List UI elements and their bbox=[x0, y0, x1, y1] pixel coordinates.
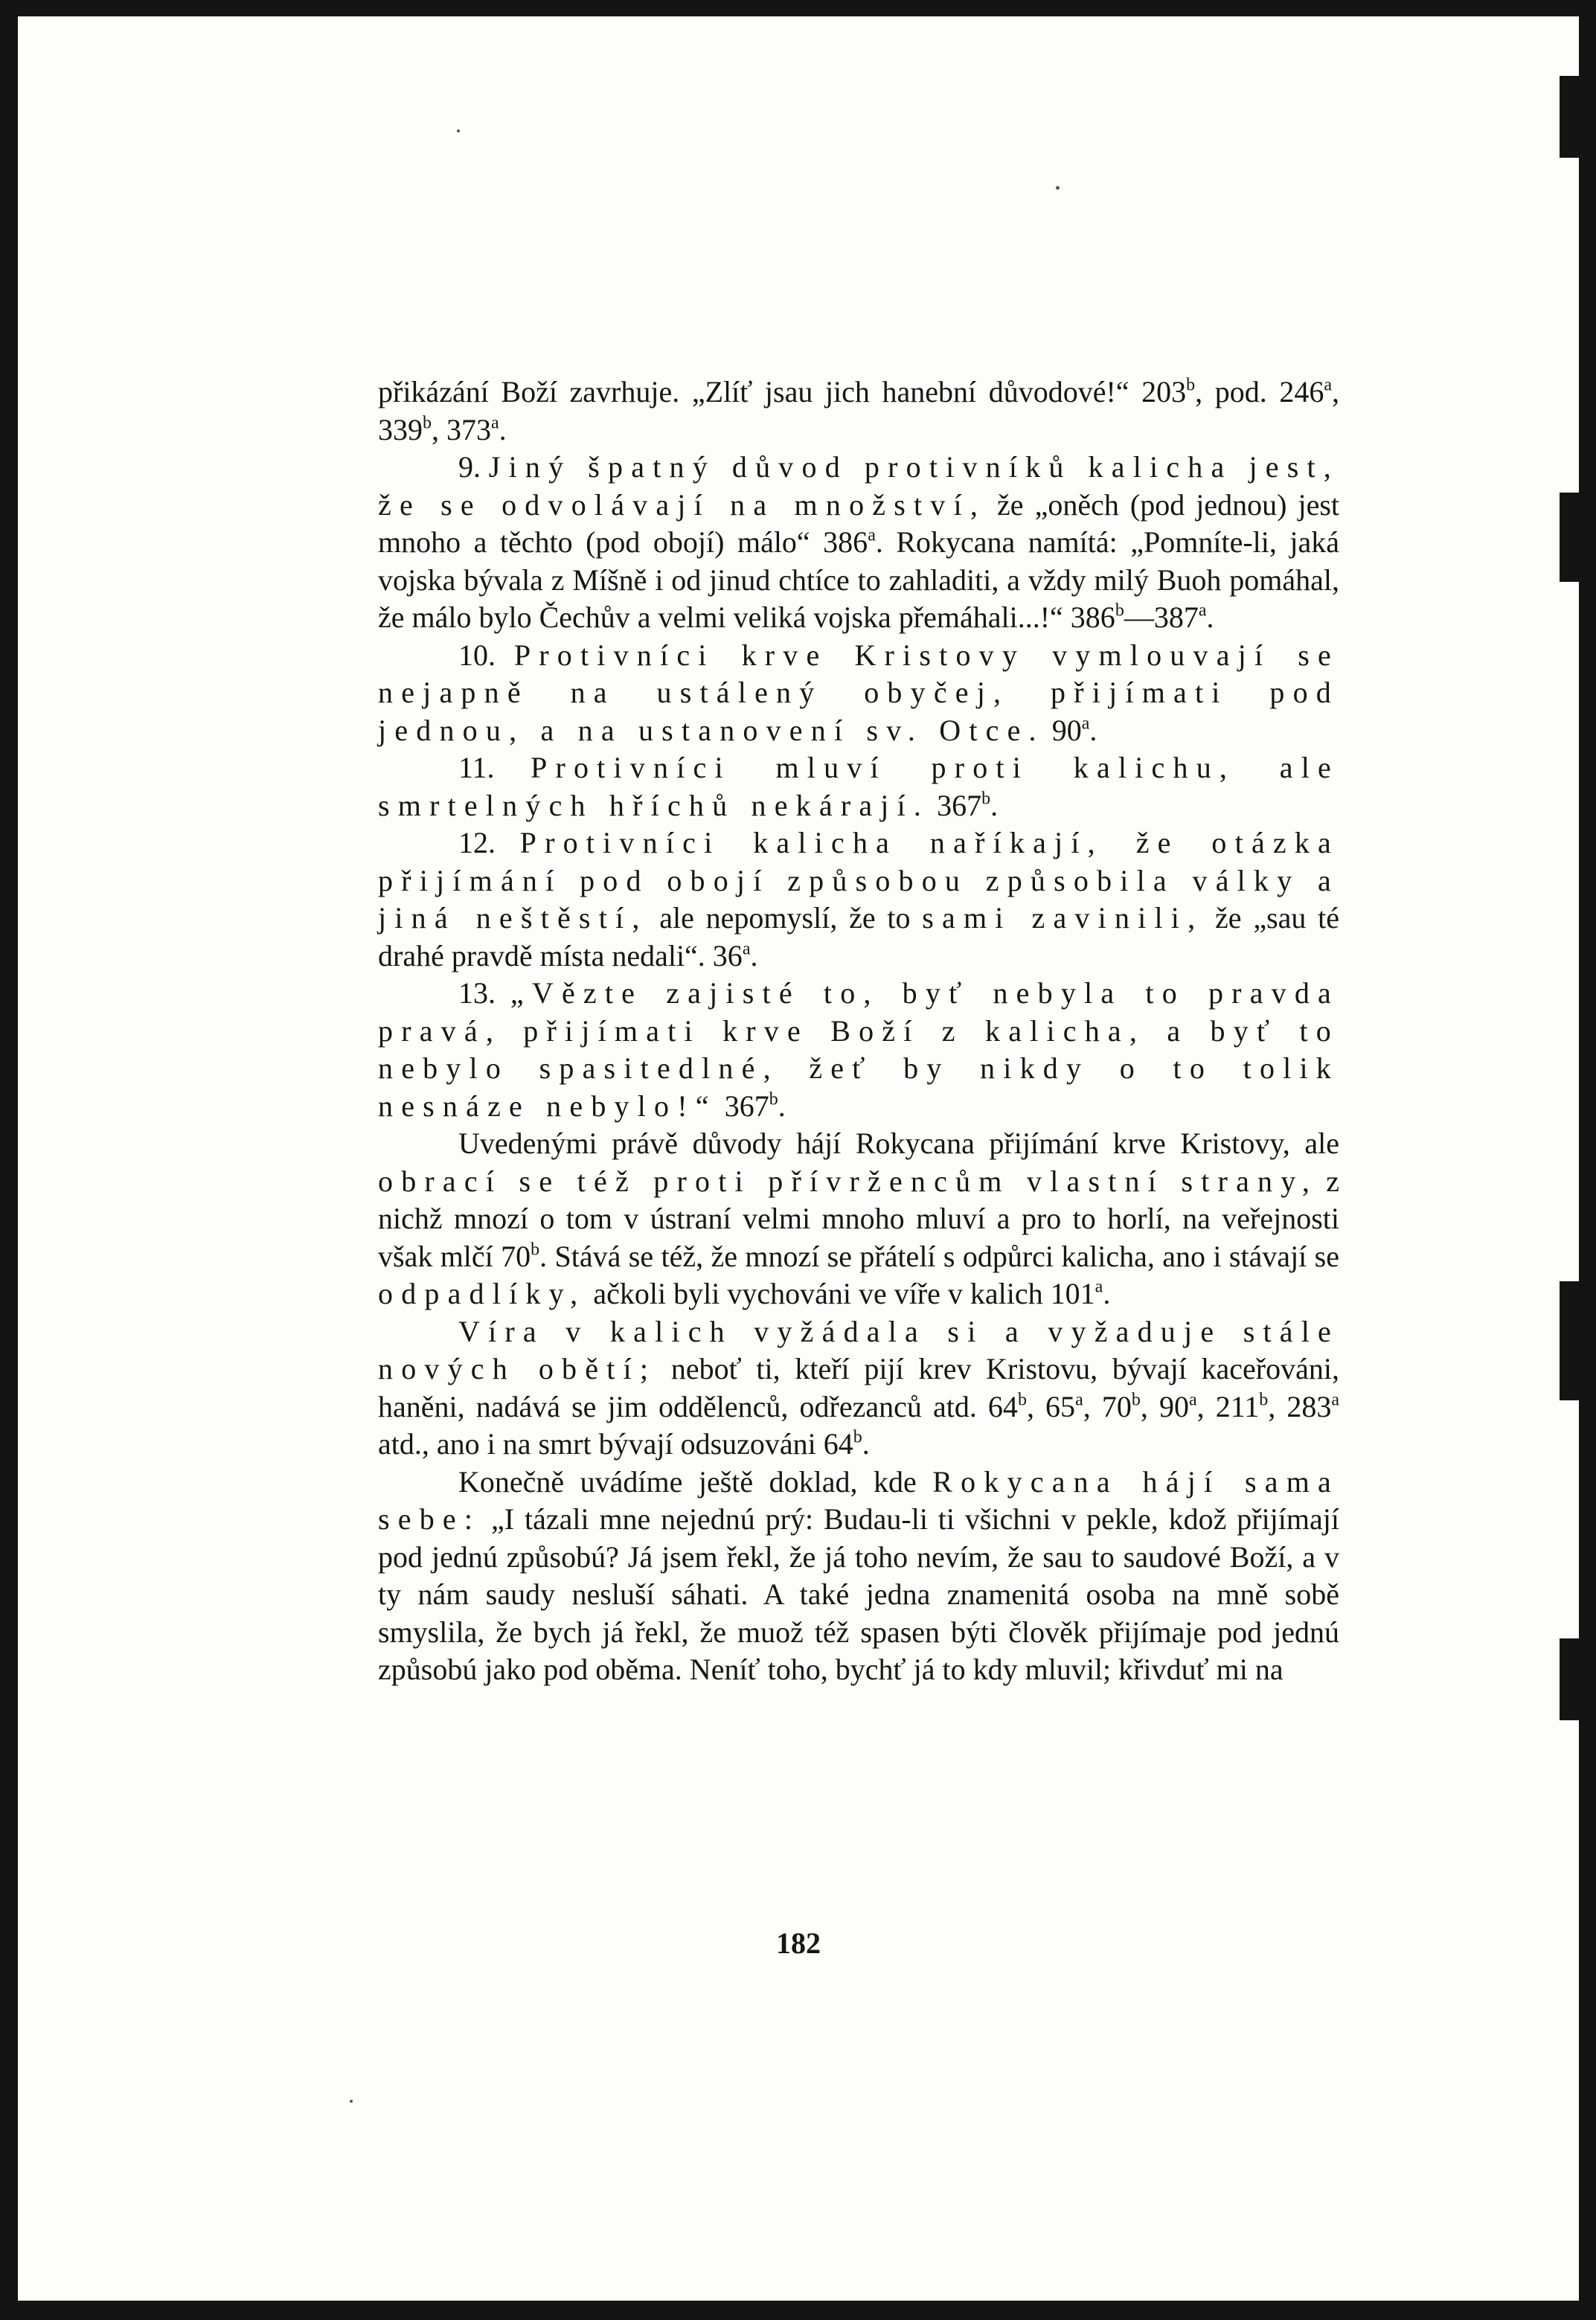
paragraph bbox=[378, 1125, 1339, 1313]
superscript-page-side: b bbox=[1186, 375, 1196, 395]
scan-edge-mark bbox=[1560, 1638, 1579, 1720]
text-run: . bbox=[1103, 1277, 1111, 1310]
text-run: z nichž mnozí o tom v ústraní velmi mnoho mluví a pro to horlí, na veřejnosti však mlčí 70 bbox=[378, 1164, 1339, 1273]
superscript-page-side: a bbox=[1095, 1277, 1103, 1297]
superscript-page-side: a bbox=[1198, 600, 1207, 621]
text-run: . Stává se též, že mnozí se přátelí s odpůrci kalicha, ano i stávají se bbox=[539, 1239, 1339, 1273]
paragraph bbox=[378, 1313, 1339, 1464]
superscript-page-side: a bbox=[742, 938, 751, 958]
paragraph bbox=[378, 1464, 1339, 1689]
text-run: , 373 bbox=[432, 412, 491, 446]
paragraph bbox=[378, 637, 1339, 750]
spaced-emphasis-text: obrací se též proti přívržencům vlastní strany, bbox=[378, 1164, 1318, 1198]
text-run: neboť ti, kteří pijí krev Kristovu, bývají kaceřováni, haněni, nadává se jim oddělenců, odřezanců atd. 64 bbox=[378, 1352, 1339, 1423]
scan-speck bbox=[1056, 186, 1060, 190]
text-run: 12. bbox=[458, 826, 520, 859]
spaced-emphasis-text: Protivníci kalicha naříkají, že otázka přijímání pod obojí způsobou způsobila války a jiná neštěstí, bbox=[378, 826, 1339, 935]
scan-edge-mark bbox=[1560, 76, 1579, 158]
superscript-page-side: b bbox=[1131, 1389, 1141, 1409]
text-run: . bbox=[499, 412, 507, 446]
text-run: přikázání Boží zavrhuje. „Zlíť jsau jich hanební důvodové!“ 203 bbox=[378, 375, 1187, 408]
spaced-emphasis-text: Protivníci krve Kristovy vymlouvají se nejapně na ustálený obyčej, přijímati pod jednou, a na ustanovení sv. Otce. bbox=[378, 638, 1339, 747]
text-run: —387 bbox=[1124, 600, 1199, 634]
spaced-emphasis-text: „Vězte zajisté to, byť nebyla to pravda pravá, přijímati krve Boží z kalicha, a byť to nebylo spasitedlné, žeť by nikdy o to tolik nesnáze nebylo!“ bbox=[378, 976, 1340, 1123]
text-run: Uvedenými právě důvody hájí Rokycana přijímání krve Kristovy, ale bbox=[458, 1127, 1339, 1160]
body-text bbox=[378, 374, 1339, 1689]
superscript-page-side: b bbox=[1115, 600, 1124, 621]
text-run: . Rokycana namítá: „Pomníte-li, jaká vojska bývala z Míšně i od jinud chtíce to zahladiti, a vždy milý Buoh pomáhal, že málo bylo Čechův a velmi veliká vojska přemáhali...!“ 386 bbox=[378, 525, 1339, 634]
text-run: že „oněch (pod jednou) jest mnoho a těchto (pod obojí) málo“ 386 bbox=[378, 487, 1339, 559]
superscript-page-side: a bbox=[1081, 713, 1090, 733]
superscript-page-side: a bbox=[491, 412, 499, 432]
superscript-page-side: a bbox=[1324, 375, 1332, 395]
text-run: , 211 bbox=[1196, 1389, 1260, 1423]
text-run: 10. bbox=[458, 638, 514, 672]
superscript-page-side: a bbox=[1188, 1389, 1197, 1409]
paragraph bbox=[378, 449, 1339, 637]
spaced-emphasis-text: Rokycana hájí sama sebe: bbox=[378, 1464, 1339, 1536]
superscript-page-side: a bbox=[1075, 1389, 1083, 1409]
superscript-page-side: b bbox=[981, 788, 991, 808]
text-run: 90 bbox=[1044, 713, 1082, 747]
text-run: . bbox=[750, 938, 758, 972]
superscript-page-side: b bbox=[531, 1239, 540, 1259]
scan-speck bbox=[350, 2100, 353, 2103]
scan-speck bbox=[457, 129, 460, 132]
superscript-page-side: b bbox=[853, 1427, 862, 1447]
text-run: atd., ano i na smrt bývají odsuzováni 64 bbox=[378, 1427, 853, 1461]
superscript-page-side: b bbox=[1017, 1389, 1027, 1409]
text-run: , 90 bbox=[1140, 1389, 1189, 1423]
text-run: 9. bbox=[458, 450, 489, 484]
text-run: 13. bbox=[458, 976, 510, 1010]
spaced-emphasis-text: Jiný špatný důvod protivníků kalicha jest, že se odvolávají na množství, bbox=[378, 450, 1339, 522]
text-run: „I tázali mne nejednú prý: Budau-li ti všichni v pekle, kdož přijímají pod jednú způsobú? Já jsem řekl, že já toho nevím, že sau to saudové Boží, a v ty nám saudy nesluší sáhati. A také jedna znamenitá osoba na mně sobě smyslila, že bych já řekl, že muož též spasen býti člověk přijímaje pod jednú způsobú jako pod oběma. Neníť toho, bychť já to kdy mluvil; křivduť mi na bbox=[378, 1502, 1339, 1686]
paragraph bbox=[378, 975, 1339, 1125]
spaced-emphasis-text: sami zavinili, bbox=[922, 901, 1204, 935]
text-run: 367 bbox=[717, 1089, 769, 1123]
text-run: ale nepomyslí, že to bbox=[647, 901, 923, 935]
text-run: ačkoli byli vychováni ve víře v kalich 101 bbox=[586, 1277, 1095, 1310]
paragraph bbox=[378, 824, 1339, 975]
text-run: . bbox=[778, 1089, 786, 1123]
paragraph bbox=[378, 749, 1339, 824]
superscript-page-side: b bbox=[423, 412, 432, 432]
text-run: že „sau té drahé pravdě místa nedali“. 36 bbox=[378, 901, 1340, 972]
text-run: Konečně uvádíme ještě doklad, kde bbox=[458, 1464, 933, 1499]
text-run: . bbox=[1206, 600, 1214, 634]
page-number: 182 bbox=[776, 1926, 821, 1960]
text-run: , 283 bbox=[1268, 1389, 1332, 1423]
spaced-emphasis-text: Protivníci mluví proti kalichu, ale smrtelných hříchů nekárají. bbox=[378, 751, 1340, 822]
superscript-page-side: a bbox=[868, 525, 876, 545]
scan-edge-mark bbox=[1560, 493, 1579, 582]
book-page bbox=[18, 16, 1579, 2301]
text-run: , 70 bbox=[1083, 1389, 1132, 1423]
text-run: 367 bbox=[929, 788, 982, 822]
text-run: 11. bbox=[458, 751, 531, 784]
text-run: , pod. 246 bbox=[1195, 375, 1324, 408]
scan-edge-mark bbox=[1560, 1281, 1579, 1400]
text-run: . bbox=[1089, 713, 1097, 747]
superscript-page-side: a bbox=[1331, 1389, 1340, 1409]
spaced-emphasis-text: Víra v kalich vyžádala si a vyžaduje stále nových obětí; bbox=[378, 1314, 1339, 1385]
text-run: , 339 bbox=[378, 375, 1339, 446]
text-run: . bbox=[862, 1427, 870, 1461]
spaced-emphasis-text: odpadlíky, bbox=[378, 1277, 586, 1310]
superscript-page-side: b bbox=[769, 1089, 778, 1109]
text-run: , 65 bbox=[1026, 1389, 1076, 1423]
superscript-page-side: b bbox=[1259, 1389, 1269, 1409]
text-run: . bbox=[990, 788, 999, 822]
paragraph bbox=[378, 374, 1339, 449]
